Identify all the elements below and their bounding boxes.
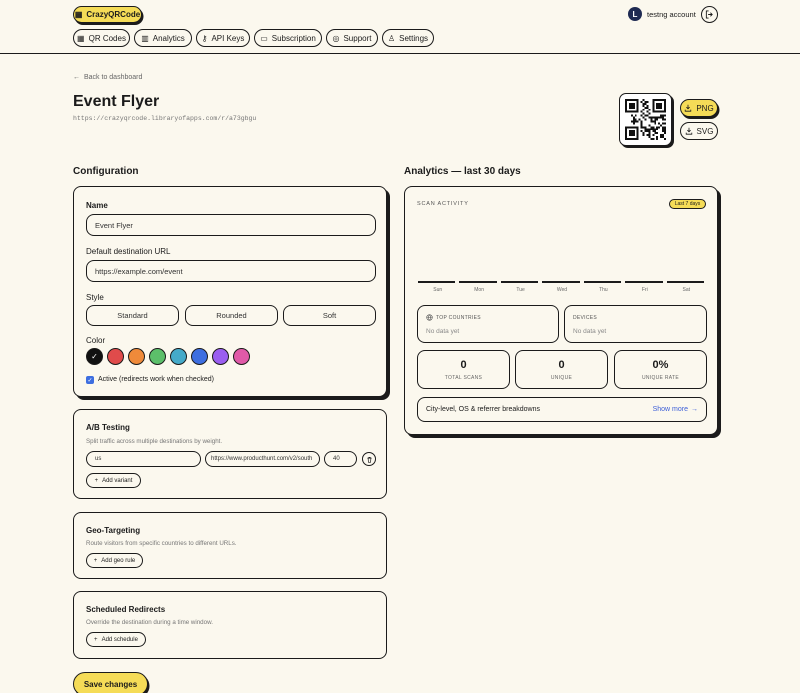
style-standard-button[interactable]: Standard: [86, 305, 179, 326]
trash-icon: [366, 456, 373, 463]
ab-testing-desc: Split traffic across multiple destinations by weight.: [86, 438, 223, 445]
ab-testing-title: A/B Testing: [86, 423, 130, 432]
destination-label: Default destination URL: [86, 247, 171, 256]
nav-label: QR Codes: [88, 33, 126, 43]
nav-analytics[interactable]: [134, 29, 192, 47]
top-countries-panel: [417, 305, 559, 343]
devices-label: DEVICES: [573, 315, 598, 321]
add-schedule-button[interactable]: [86, 632, 146, 647]
header-divider: [0, 53, 800, 54]
add-variant-label: Add variant: [102, 477, 133, 484]
name-input[interactable]: Event Flyer: [86, 214, 376, 236]
arrow-left-icon: ←: [73, 74, 80, 81]
user-icon: ♙: [387, 33, 396, 43]
qr-icon: ▦: [77, 33, 85, 43]
show-more-link[interactable]: [653, 406, 698, 413]
day-label: Fri: [641, 287, 648, 293]
nav-label: Analytics: [152, 33, 185, 43]
nav-label: API Keys: [211, 33, 245, 43]
variant-url-input[interactable]: https://www.producthunt.com/v2/south: [205, 451, 320, 467]
account-avatar[interactable]: [628, 7, 642, 21]
style-soft-button[interactable]: Soft: [283, 305, 376, 326]
day-bar: [418, 281, 455, 283]
day-label: Sun: [433, 287, 443, 293]
style-rounded-button[interactable]: Rounded: [185, 305, 278, 326]
unique-rate-stat: [614, 350, 707, 389]
breakdown-text: City-level, OS & referrer breakdowns: [426, 406, 540, 413]
scan-activity-label: SCAN ACTIVITY: [417, 201, 469, 207]
nav-label: Settings: [399, 33, 429, 43]
ab-testing-card: [73, 409, 387, 499]
unique-stat: [515, 350, 608, 389]
geo-targeting-desc: Route visitors from specific countries to different URLs.: [86, 540, 237, 547]
delete-variant-button[interactable]: [362, 452, 376, 466]
back-label: Back to dashboard: [84, 74, 143, 81]
logout-button[interactable]: [701, 6, 718, 23]
color-swatch-green[interactable]: [149, 348, 166, 365]
card-icon: ▭: [260, 33, 268, 43]
add-schedule-label: Add schedule: [101, 636, 138, 643]
unique-rate-label: UNIQUE RATE: [641, 374, 680, 381]
png-label: PNG: [696, 103, 714, 113]
page-title: Event Flyer: [73, 93, 160, 110]
scheduled-redirects-title: Scheduled Redirects: [86, 605, 166, 614]
download-svg-button[interactable]: [680, 122, 718, 140]
brand-name: CrazyQRCode: [86, 10, 141, 19]
top-countries-header: [426, 314, 481, 321]
svg-label: SVG: [696, 126, 714, 136]
destination-url-input[interactable]: https://example.com/event: [86, 260, 376, 282]
short-url[interactable]: https://crazyqrcode.libraryofapps.com/r/a73gbgu: [73, 115, 257, 122]
variant-weight-input[interactable]: 40: [324, 451, 357, 467]
scheduled-redirects-card: [73, 591, 387, 659]
add-geo-label: Add geo rule: [101, 557, 136, 564]
day-label: Sat: [682, 287, 691, 293]
nav-qr-codes[interactable]: [73, 29, 130, 47]
bar-chart-icon: ▥: [141, 33, 149, 43]
active-label: Active (redirects work when checked): [98, 376, 214, 383]
nav-support[interactable]: [326, 29, 378, 47]
devices-panel: [564, 305, 707, 343]
day-bar: [667, 281, 704, 283]
show-more-label: Show more: [652, 406, 688, 413]
total-scans-value: 0: [460, 358, 467, 371]
geo-targeting-card: [73, 512, 387, 579]
color-swatch-orange[interactable]: [128, 348, 145, 365]
color-swatch-black[interactable]: [86, 348, 103, 365]
check-icon: ✓: [91, 352, 98, 361]
day-bar: [542, 281, 579, 283]
unique-rate-value: 0%: [652, 358, 669, 371]
configuration-card: [73, 186, 387, 397]
top-countries-label: TOP COUNTRIES: [436, 314, 481, 321]
day-bar: [501, 281, 538, 283]
main-nav: [73, 29, 434, 47]
nav-api-keys[interactable]: [196, 29, 250, 47]
day-label: Thu: [599, 287, 608, 293]
nav-settings[interactable]: [382, 29, 434, 47]
download-png-button[interactable]: [680, 99, 718, 117]
color-swatch-purple[interactable]: [212, 348, 229, 365]
devices-empty: No data yet: [573, 328, 607, 335]
variant-name-input[interactable]: us: [86, 451, 201, 467]
day-label: Tue: [516, 287, 525, 293]
nav-label: Subscription: [271, 33, 316, 43]
add-variant-button[interactable]: [86, 473, 141, 488]
scheduled-redirects-desc: Override the destination during a time window.: [86, 619, 213, 626]
color-swatch-red[interactable]: [107, 348, 124, 365]
add-geo-rule-button[interactable]: [86, 553, 143, 568]
plus-icon: +: [93, 557, 98, 564]
color-label: Color: [86, 336, 106, 345]
download-icon: [685, 127, 693, 135]
top-countries-empty: No data yet: [426, 328, 460, 335]
arrow-right-icon: →: [691, 406, 698, 413]
logout-icon: [705, 10, 714, 19]
total-scans-label: TOTAL SCANS: [444, 374, 483, 381]
name-label: Name: [86, 201, 108, 210]
day-bar: [625, 281, 662, 283]
day-label: Wed: [556, 287, 568, 293]
plus-icon: +: [94, 477, 99, 484]
style-label: Style: [86, 293, 104, 302]
plus-icon: +: [94, 636, 98, 643]
day-bar: [584, 281, 621, 283]
scan-activity-chart: [417, 217, 707, 297]
active-checkbox[interactable]: ✓: [87, 377, 93, 384]
geo-targeting-title: Geo-Targeting: [86, 526, 141, 535]
key-icon: ⚷: [201, 33, 208, 43]
total-scans-stat: [417, 350, 510, 389]
unique-value: 0: [558, 358, 565, 371]
day-bar: [459, 281, 496, 283]
save-changes-button[interactable]: Save changes: [73, 672, 148, 693]
day-label: Mon: [474, 287, 484, 293]
lifebuoy-icon: ◎: [332, 33, 340, 43]
back-link[interactable]: [73, 74, 142, 81]
qr-preview: [619, 93, 672, 146]
qr-logo-icon: ▦: [74, 10, 83, 19]
color-swatch-cyan[interactable]: [170, 348, 187, 365]
configuration-heading: Configuration: [73, 166, 139, 177]
avatar-initial: L: [632, 9, 638, 19]
globe-icon: [426, 314, 433, 321]
nav-label: Support: [343, 33, 372, 43]
analytics-heading: Analytics — last 30 days: [404, 166, 521, 177]
range-badge[interactable]: Last 7 days: [669, 199, 706, 209]
color-swatch-blue[interactable]: [191, 348, 208, 365]
unique-label: UNIQUE: [550, 374, 573, 381]
download-icon: [684, 104, 692, 112]
analytics-card: [404, 186, 718, 435]
account-name[interactable]: testng account: [647, 10, 696, 19]
qr-code-image: [625, 99, 666, 140]
color-swatches: [86, 348, 250, 365]
breakdown-row: [417, 397, 707, 422]
brand-logo[interactable]: [73, 6, 142, 23]
nav-subscription[interactable]: [254, 29, 322, 47]
color-swatch-pink[interactable]: [233, 348, 250, 365]
